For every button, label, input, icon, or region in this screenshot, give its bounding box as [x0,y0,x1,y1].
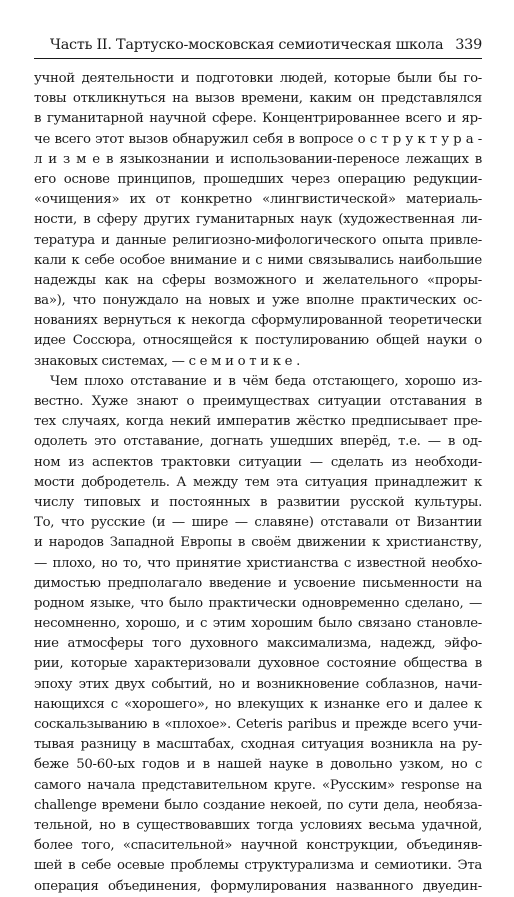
text-line: соскальзыванию в «плохое». Ceteris paribus и прежде всего учи- [34,717,482,732]
text-line: рии, которые характеризовали духовное состояние общества в [34,656,482,672]
text-line: димостью предполагало введение и усвоение письменности на [34,575,482,591]
body-text [34,69,482,897]
text-line: его основе принципов, прошедших через операцию редукции- [34,171,482,187]
text-line: вестно. Хуже знают о преимуществах ситуации отставания в [34,394,482,409]
text-line: че всего этот вызов обнаружил себя в вопросе о с т р у к т у р а - [34,131,482,147]
text-line: несомненно, хорошо, и с этим хорошим было связано становле- [34,616,482,632]
text-line: тература и данные религиозно-мифологического опыта привле- [34,232,482,248]
text-line: более того, «спасительной» научной конструкции, объединяв- [34,838,482,854]
text-line: л и з м е в языкознании и использовании-переносе лежащих в [34,151,482,167]
text-line: тельной, но в существовавших тогда условиях весьма удачной, [34,817,482,833]
paragraph-last-line: знаковых системах, — с е м и о т и к е . [34,353,301,369]
running-header [34,36,482,54]
text-line: товы откликнуться на вызов времени, каким он представлялся [34,91,482,107]
text-line: ние атмосферы того духовного максимализма, надежд, эйфо- [34,636,482,652]
text-line: в гуманитарной научной сфере. Концентрированнее всего и яр- [34,111,482,127]
text-line: учной деятельности и подготовки людей, которые были бы го- [34,71,482,86]
text-line: кали к себе особое внимание и с ними связывались наибольшие [34,252,482,268]
text-line: мости добродетель. А между тем эта ситуация принадлежит к [34,474,482,490]
text-line: ности, в сферу других гуманитарных наук (художественная ли- [34,212,482,228]
text-line: родном языке, что было практически одновременно сделано, — [34,595,482,611]
header-rule [34,58,482,59]
text-line: эпоху этих двух событий, но и возникновение соблазнов, начи- [34,676,482,692]
text-line: шей в себе осевые проблемы структурализма и семиотики. Эта [34,858,482,874]
text-line: самого начала представительном круге. «Русским» response на [34,777,482,793]
text-line: тывая разницу в масштабах, сходная ситуация возникла на ру- [34,737,482,753]
text-line: операция объединения, формулирования названного двуедин- [34,878,482,894]
page-number: 339 [455,37,482,53]
text-line: и народов Западной Европы в своём движении к христианству, [34,535,482,551]
text-line: ва»), что понуждало на новых и уже вполне практических ос- [34,293,482,309]
text-line: нающихся с «хорошего», но влекущих к изнанке его и далее к [34,696,482,712]
text-line: надежды как на сферы возможного и желательного «проры- [34,272,482,288]
text-line: «очищения» их от конкретно «лингвистической» материаль- [34,192,482,208]
text-line: — плохо, но то, что принятие христианства с известной необхо- [34,555,482,571]
running-title: Часть II. Тартуско-московская семиотическая школа [49,37,444,53]
text-line: нованиях вернуться к некогда сформулированной теоретически [34,313,482,329]
text-line: То, что русские (и — шире — славяне) отставали от Византии [34,515,482,531]
text-line: идее Соссюра, относящейся к постулированию общей науки о [34,333,482,349]
text-line: одолеть это отставание, догнать ушедших вперёд, т.е. — в од- [34,434,482,450]
text-line: тех случаях, когда некий императив жёстко предписывает пре- [34,414,482,430]
text-line: ном из аспектов трактовки ситуации — сделать из необходи- [34,454,482,470]
paragraph-first-line: Чем плохо отставание и в чём беда отстающего, хорошо из- [50,373,482,389]
text-line: беже 50-60-ых годов и в нашей науке в довольно узком, но с [34,757,482,773]
text-line: числу типовых и постоянных в развитии русской культуры. [34,494,482,510]
text-line: challenge времени было создание некоей, по сути дела, необяза- [34,797,482,813]
